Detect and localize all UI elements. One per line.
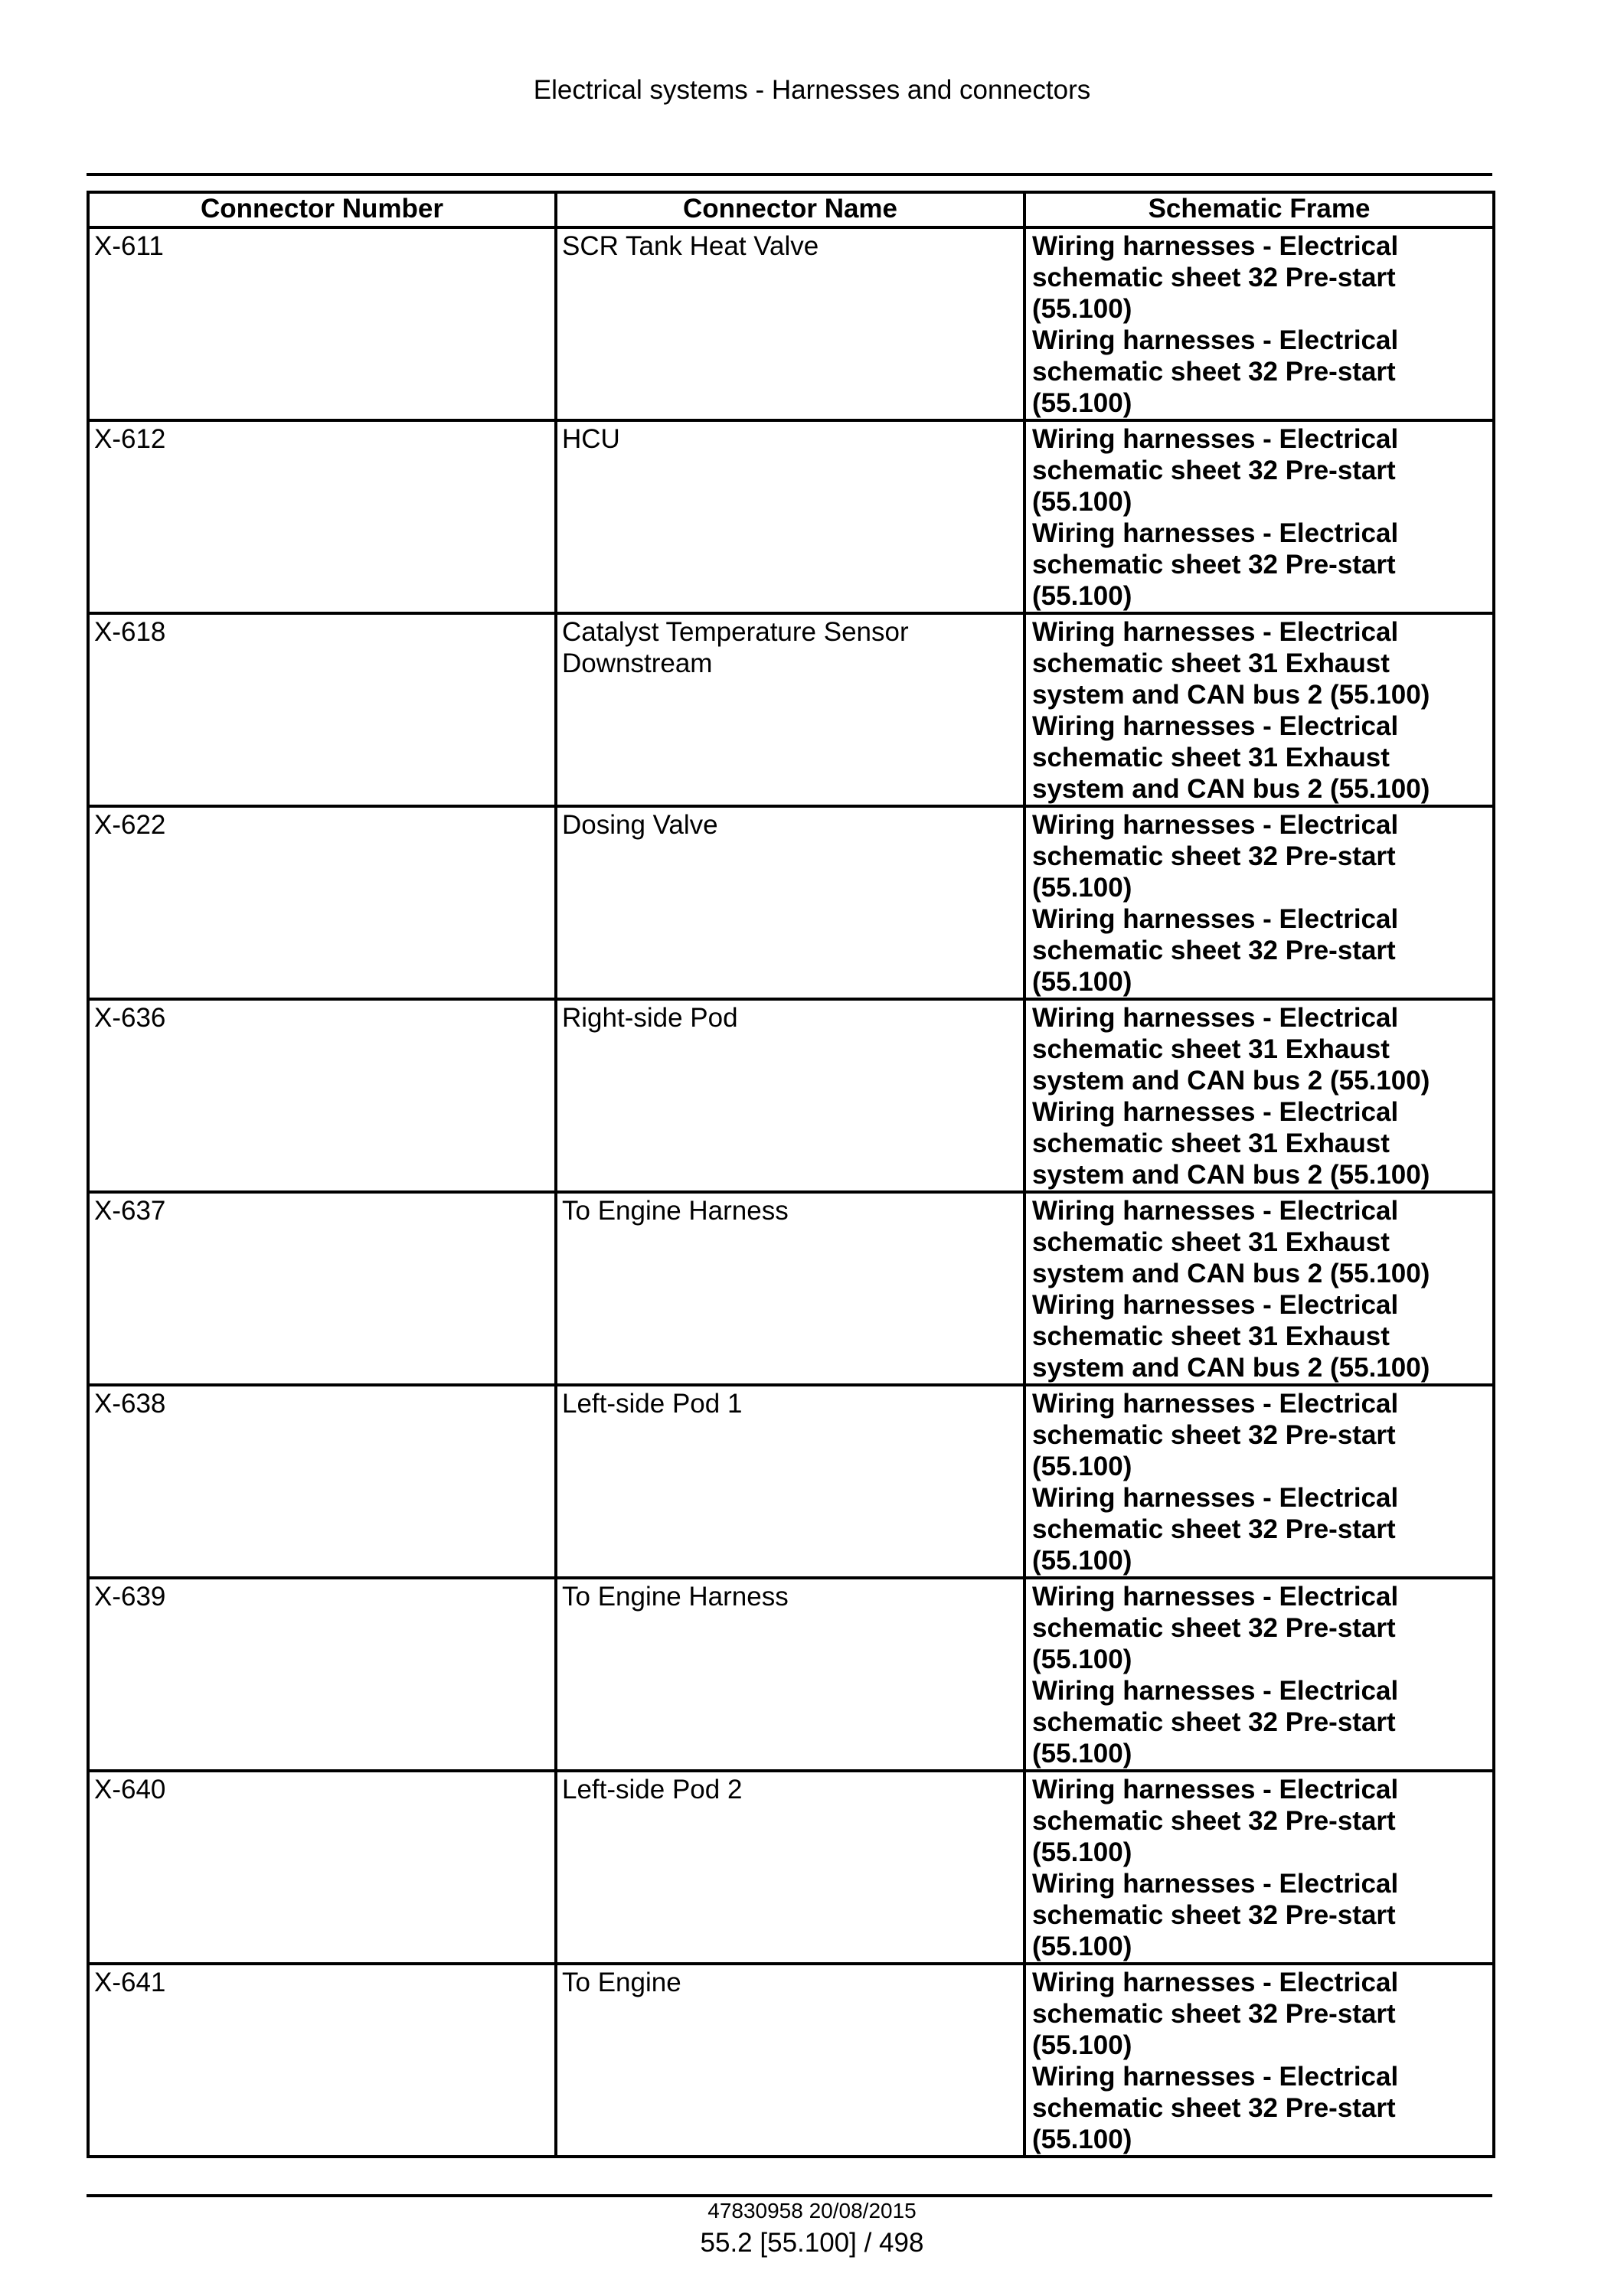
table-row (88, 1964, 1494, 2157)
schematic-frame-reference: Wiring harnesses - Electrical schematic sheet 32 Pre-start (55.100) (1032, 1775, 1399, 1867)
connector-number-cell: X-641 (88, 1964, 556, 2157)
connector-table (87, 191, 1495, 2158)
schematic-frame-reference: Wiring harnesses - Electrical schematic sheet 31 Exhaust system and CAN bus 2 (55.100) (1032, 1097, 1430, 1190)
schematic-frame-reference: Wiring harnesses - Electrical schematic sheet 32 Pre-start (55.100) (1032, 231, 1399, 324)
schematic-frame-reference: Wiring harnesses - Electrical schematic sheet 32 Pre-start (55.100) (1032, 810, 1399, 903)
connector-name-cell: Left-side Pod 2 (556, 1771, 1024, 1964)
schematic-frame-reference: Wiring harnesses - Electrical schematic sheet 32 Pre-start (55.100) (1032, 2062, 1399, 2154)
connector-number-cell: X-611 (88, 227, 556, 420)
schematic-frame-cell (1024, 1964, 1494, 2157)
schematic-frame-cell (1024, 1578, 1494, 1771)
schematic-frame-cell (1024, 1385, 1494, 1578)
table-row (88, 613, 1494, 806)
schematic-frame-reference: Wiring harnesses - Electrical schematic sheet 31 Exhaust system and CAN bus 2 (55.100) (1032, 1003, 1430, 1096)
column-header-connector-name: Connector Name (556, 192, 1024, 227)
connector-name-cell: HCU (556, 420, 1024, 613)
table-row (88, 420, 1494, 613)
connector-name-cell: Left-side Pod 1 (556, 1385, 1024, 1578)
table-row (88, 1578, 1494, 1771)
connector-name-cell: To Engine Harness (556, 1192, 1024, 1385)
connector-name-cell: Catalyst Temperature Sensor Downstream (556, 613, 1024, 806)
connector-name-cell: To Engine (556, 1964, 1024, 2157)
header-divider (87, 173, 1492, 176)
schematic-frame-cell (1024, 420, 1494, 613)
schematic-frame-reference: Wiring harnesses - Electrical schematic sheet 32 Pre-start (55.100) (1032, 1483, 1399, 1576)
schematic-frame-reference: Wiring harnesses - Electrical schematic sheet 32 Pre-start (55.100) (1032, 424, 1399, 517)
table-row (88, 806, 1494, 999)
connector-number-cell: X-637 (88, 1192, 556, 1385)
schematic-frame-reference: Wiring harnesses - Electrical schematic sheet 32 Pre-start (55.100) (1032, 1676, 1399, 1769)
schematic-frame-cell (1024, 227, 1494, 420)
connector-number-cell: X-622 (88, 806, 556, 999)
connector-number-cell: X-639 (88, 1578, 556, 1771)
footer-document-id: 47830958 20/08/2015 (707, 2199, 917, 2223)
column-header-connector-number: Connector Number (88, 192, 556, 227)
connector-number-cell: X-618 (88, 613, 556, 806)
connector-number-cell: X-640 (88, 1771, 556, 1964)
table-row (88, 1192, 1494, 1385)
schematic-frame-reference: Wiring harnesses - Electrical schematic sheet 32 Pre-start (55.100) (1032, 1582, 1399, 1674)
schematic-frame-reference: Wiring harnesses - Electrical schematic sheet 31 Exhaust system and CAN bus 2 (55.100) (1032, 711, 1430, 804)
schematic-frame-reference: Wiring harnesses - Electrical schematic sheet 32 Pre-start (55.100) (1032, 518, 1399, 611)
schematic-frame-reference: Wiring harnesses - Electrical schematic sheet 32 Pre-start (55.100) (1032, 1968, 1399, 2060)
schematic-frame-cell (1024, 1192, 1494, 1385)
footer-page-reference: 55.2 [55.100] / 498 (700, 2228, 924, 2258)
schematic-frame-cell (1024, 1771, 1494, 1964)
table-row (88, 227, 1494, 420)
connector-name-cell: SCR Tank Heat Valve (556, 227, 1024, 420)
table-body (88, 227, 1494, 2157)
schematic-frame-reference: Wiring harnesses - Electrical schematic sheet 32 Pre-start (55.100) (1032, 904, 1399, 997)
schematic-frame-reference: Wiring harnesses - Electrical schematic sheet 31 Exhaust system and CAN bus 2 (55.100) (1032, 1290, 1430, 1383)
schematic-frame-cell (1024, 613, 1494, 806)
table-row (88, 1385, 1494, 1578)
connector-name-cell: Dosing Valve (556, 806, 1024, 999)
connector-number-cell: X-636 (88, 999, 556, 1192)
schematic-frame-reference: Wiring harnesses - Electrical schematic sheet 32 Pre-start (55.100) (1032, 1869, 1399, 1961)
schematic-frame-cell (1024, 999, 1494, 1192)
table-row (88, 1771, 1494, 1964)
connector-number-cell: X-638 (88, 1385, 556, 1578)
schematic-frame-reference: Wiring harnesses - Electrical schematic sheet 32 Pre-start (55.100) (1032, 1389, 1399, 1481)
schematic-frame-cell (1024, 806, 1494, 999)
schematic-frame-reference: Wiring harnesses - Electrical schematic sheet 31 Exhaust system and CAN bus 2 (55.100) (1032, 1196, 1430, 1288)
schematic-frame-reference: Wiring harnesses - Electrical schematic sheet 31 Exhaust system and CAN bus 2 (55.100) (1032, 617, 1430, 710)
connector-number-cell: X-612 (88, 420, 556, 613)
schematic-frame-reference: Wiring harnesses - Electrical schematic sheet 32 Pre-start (55.100) (1032, 325, 1399, 418)
connector-name-cell: To Engine Harness (556, 1578, 1024, 1771)
connector-name-cell: Right-side Pod (556, 999, 1024, 1192)
column-header-schematic-frame: Schematic Frame (1024, 192, 1494, 227)
table-row (88, 999, 1494, 1192)
page-header-title: Electrical systems - Harnesses and connectors (533, 75, 1091, 105)
table-header-row (88, 192, 1494, 227)
